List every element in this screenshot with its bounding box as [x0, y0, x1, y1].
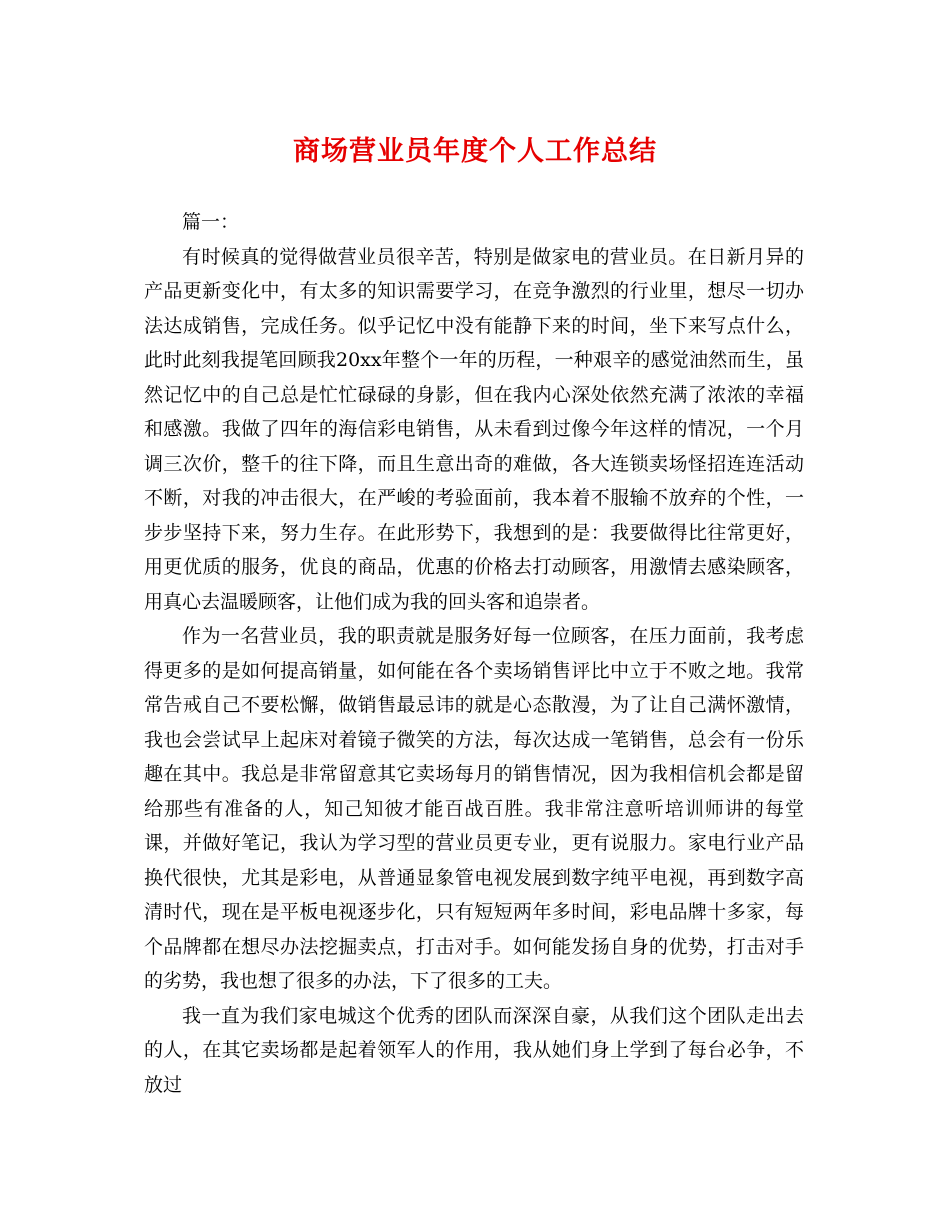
document-body: [144, 205, 804, 1102]
section-label: 篇一：: [182, 211, 240, 233]
paragraph: 作为一名营业员，我的职责就是服务好每一位顾客，在压力面前，我考虑得更多的是如何提高销量，如何能在各个卖场销售评比中立于不败之地。我常常告戒自己不要松懈，做销售最忌讳的就是心态散漫，为了让自己满怀激情，我也会尝试早上起床对着镜子微笑的方法，每次达成一笔销售，总会有一份乐趣在其中。我总是非常留意其它卖场每月的销售情况，因为我相信机会都是留给那些有准备的人，知己知彼才能百战百胜。我非常注意听培训师讲的每堂课，并做好笔记，我认为学习型的营业员更专业，更有说服力。家电行业产品换代很快，尤其是彩电，从普通显象管电视发展到数字纯平电视，再到数字高清时代，现在是平板电视逐步化，只有短短两年多时间，彩电品牌十多家，每个品牌都在想尽办法挖掘卖点，打击对手。如何能发扬自身的优势，打击对手的劣势，我也想了很多的办法，下了很多的工夫。: [144, 625, 804, 992]
paragraph: 我一直为我们家电城这个优秀的团队而深深自豪，从我们这个团队走出去的人，在其它卖场都是起着领军人的作用，我从她们身上学到了每台必争，不放过: [144, 1004, 804, 1096]
paragraph: 有时候真的觉得做营业员很辛苦，特别是做家电的营业员。在日新月异的产品更新变化中，有太多的知识需要学习，在竞争激烈的行业里，想尽一切办法达成销售，完成任务。似乎记忆中没有能静下来的时间，坐下来写点什么，此时此刻我提笔回顾我20xx年整个一年的历程，一种艰辛的感觉油然而生，虽然记忆中的自己总是忙忙碌碌的身影，但在我内心深处依然充满了浓浓的幸福和感激。我做了四年的海信彩电销售，从未看到过像今年这样的情况，一个月调三次价，整千的往下降，而且生意出奇的难做，各大连锁卖场怪招连连活动不断，对我的冲击很大，在严峻的考验面前，我本着不服输不放弃的个性，一步步坚持下来，努力生存。在此形势下，我想到的是：我要做得比往常更好，用更优质的服务，优良的商品，优惠的价格去打动顾客，用激情去感染顾客，用真心去温暖顾客，让他们成为我的回头客和追崇者。: [144, 245, 804, 613]
document-title: 商场营业员年度个人工作总结: [293, 136, 657, 167]
